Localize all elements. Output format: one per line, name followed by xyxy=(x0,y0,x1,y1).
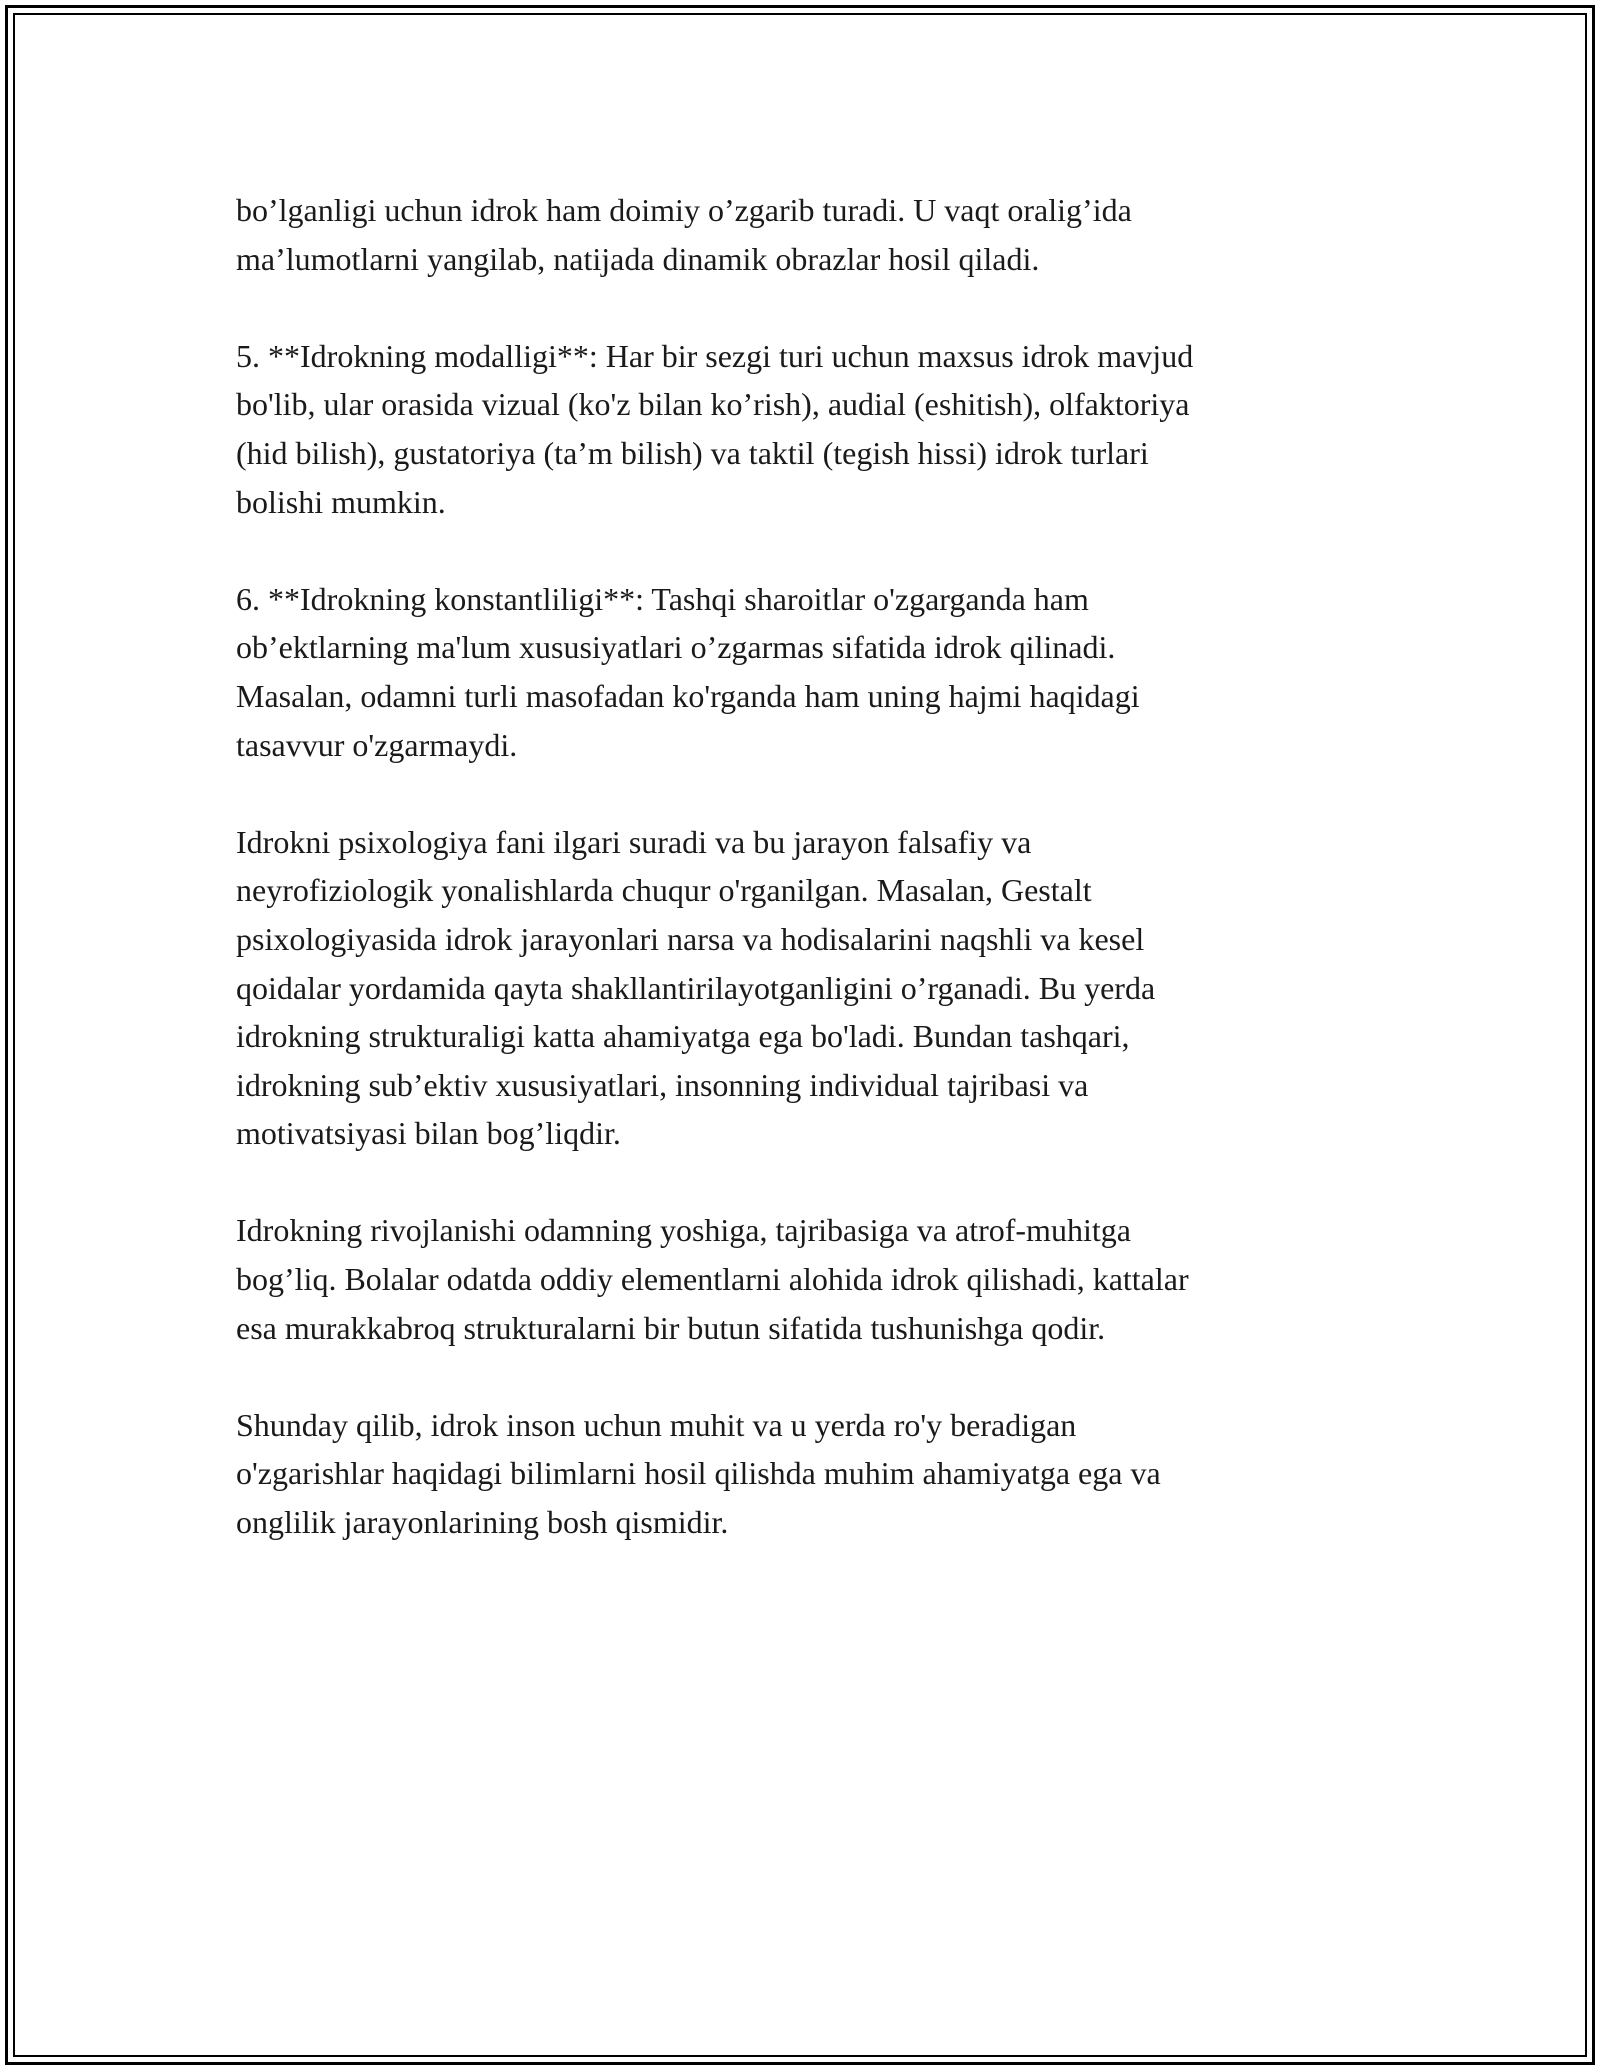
text-line: idrokning strukturaligi katta ahamiyatga ega bo'ladi. Bundan tashqari, xyxy=(236,1018,1130,1055)
text-line: (hid bilish), gustatoriya (ta’m bilish) va taktil (tegish hissi) idrok turlari xyxy=(236,434,1149,471)
text-line: motivatsiyasi bilan bog’liqdir. xyxy=(236,1115,621,1152)
text-line: 6. **Idrokning konstantliligi**: Tashqi sharoitlar o'zgarganda ham xyxy=(236,580,1089,617)
text-line: qoidalar yordamida qayta shakllantirilayotganligini o’rganadi. Bu yerda xyxy=(236,969,1156,1006)
paragraph-conclusion xyxy=(236,1401,1376,1547)
paragraph-modality xyxy=(236,332,1376,526)
paragraph-continuation xyxy=(236,186,1376,283)
text-line: bog’liq. Bolalar odatda oddiy elementlarni alohida idrok qilishadi, kattalar xyxy=(236,1261,1189,1298)
text-line: onglilik jarayonlarining bosh qismidir. xyxy=(236,1504,729,1541)
text-line: Shunday qilib, idrok inson uchun muhit va u yerda ro'y beradigan xyxy=(236,1406,1077,1443)
text-line: neyrofiziologik yonalishlarda chuqur o'rganilgan. Masalan, Gestalt xyxy=(236,872,1092,909)
paragraph-constancy xyxy=(236,575,1376,769)
text-line: Masalan, odamni turli masofadan ko'rganda ham uning hajmi haqidagi xyxy=(236,677,1140,714)
text-line: o'zgarishlar haqidagi bilimlarni hosil qilishda muhim ahamiyatga ega va xyxy=(236,1455,1161,1492)
text-line: tasavvur o'zgarmaydi. xyxy=(236,726,518,763)
paragraph-development xyxy=(236,1206,1376,1352)
text-line: bo'lib, ular orasida vizual (ko'z bilan ko’rish), audial (eshitish), olfaktoriya xyxy=(236,386,1190,423)
text-line: esa murakkabroq strukturalarni bir butun sifatida tushunishga qodir. xyxy=(236,1309,1106,1346)
text-line: ob’ektlarning ma'lum xususiyatlari o’zgarmas sifatida idrok qilinadi. xyxy=(236,629,1116,666)
text-line: 5. **Idrokning modalligi**: Har bir sezgi turi uchun maxsus idrok mavjud xyxy=(236,337,1194,374)
text-line: bo’lganligi uchun idrok ham doimiy o’zgarib turadi. U vaqt oralig’ida xyxy=(236,192,1132,228)
document-body xyxy=(236,186,1376,1595)
text-line: bolishi mumkin. xyxy=(236,483,446,520)
text-line: psixologiyasida idrok jarayonlari narsa va hodisalarini naqshli va kesel xyxy=(236,920,1145,957)
paragraph-psychology xyxy=(236,818,1376,1158)
text-line: idrokning sub’ektiv xususiyatlari, insonning individual tajribasi va xyxy=(236,1066,1089,1103)
text-line: Idrokni psixologiya fani ilgari suradi va bu jarayon falsafiy va xyxy=(236,823,1032,860)
text-line: ma’lumotlarni yangilab, natijada dinamik obrazlar hosil qiladi. xyxy=(236,240,1040,277)
text-line: Idrokning rivojlanishi odamning yoshiga, tajribasiga va atrof-muhitga xyxy=(236,1212,1131,1249)
